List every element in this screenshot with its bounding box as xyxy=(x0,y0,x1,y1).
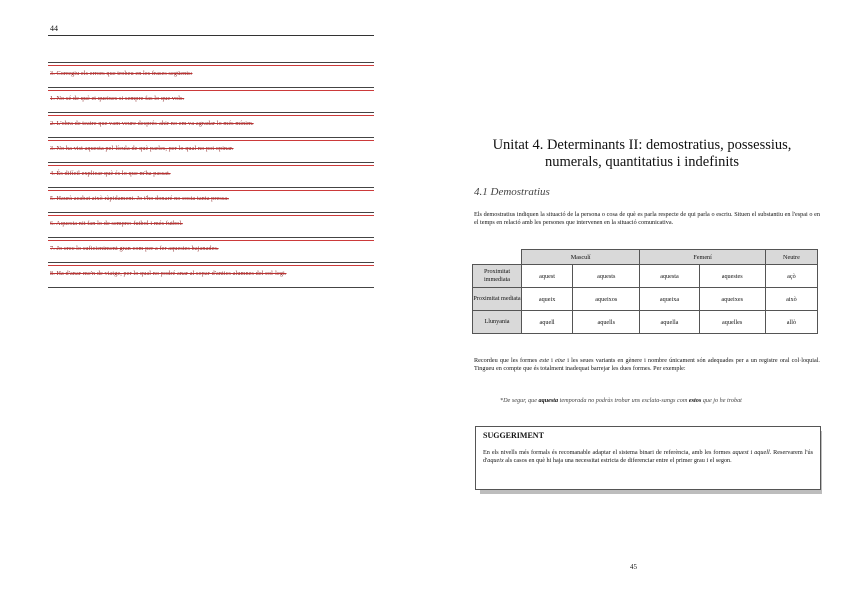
table-row xyxy=(473,265,818,288)
exercise-text: 4. És difícil explicar què és lo que m'ha passat. xyxy=(50,170,171,177)
example-text: temporada no podràs trobar uns esclata-sangs com xyxy=(558,397,689,404)
example-text: *De segur, que xyxy=(500,397,539,404)
exercise-item xyxy=(48,262,374,287)
writing-line xyxy=(48,62,374,63)
writing-line xyxy=(48,262,374,263)
writing-line xyxy=(48,162,374,163)
writing-line-red xyxy=(48,165,374,166)
exercise-text: 1. No sé de què et queixes si sempre fas lo que vols. xyxy=(50,95,185,102)
exercise-item xyxy=(48,212,374,237)
suggestion-part: . Reservarem l'ús d' xyxy=(483,449,813,465)
exercise-text: 3. No ha vist aquesta pel·lícula de què parles, per lo qual no pot opinar. xyxy=(50,145,234,152)
table-row xyxy=(473,311,818,334)
table-cell: aquell xyxy=(522,311,573,334)
writing-line xyxy=(48,112,374,113)
exercise-text: 3. Corregiu els errors que trobeu en les frases següents: xyxy=(50,70,193,77)
exercise-text: 7. Jo crec lo suficientment gran com per a fer aquestes bajanades. xyxy=(50,245,219,252)
exercise-item xyxy=(48,112,374,137)
page-number-right: 45 xyxy=(630,563,637,571)
writing-line-red xyxy=(48,115,374,116)
exercise-text: 2. L'obra de teatre que vam veure després-ahir no em va agradar lo més mínim. xyxy=(50,120,254,127)
writing-line xyxy=(48,237,374,238)
exercise-list xyxy=(48,62,374,291)
suggestion-box xyxy=(475,426,821,490)
table-cell: aquestes xyxy=(699,265,765,288)
table-cell: aquests xyxy=(573,265,640,288)
table-cell: aquells xyxy=(573,311,640,334)
suggestion-em: aquest xyxy=(732,449,749,456)
writing-line xyxy=(48,137,374,138)
suggestion-text xyxy=(483,449,813,465)
note-text: i xyxy=(549,357,556,364)
suggestion-part: i xyxy=(748,449,755,456)
table-cell: aquella xyxy=(640,311,699,334)
example-bold: estos xyxy=(688,397,702,404)
table-row xyxy=(473,288,818,311)
header-rule xyxy=(48,35,374,36)
suggestion-title: SUGGERIMENT xyxy=(483,431,544,440)
writing-line-red xyxy=(48,65,374,66)
exercise-item xyxy=(48,187,374,212)
demonstratives-table xyxy=(472,249,818,334)
writing-line-red xyxy=(48,190,374,191)
right-page xyxy=(424,0,848,599)
note-paragraph xyxy=(474,357,820,373)
table-cell: això xyxy=(765,288,817,311)
writing-line xyxy=(48,287,374,288)
exercise-text: 6. Aquesta nit fan lo de sempre: futbol i més futbol. xyxy=(50,220,183,227)
table-cell: aqueixes xyxy=(699,288,765,311)
note-em: eixe xyxy=(555,357,566,364)
section-heading: 4.1 Demostratius xyxy=(474,186,550,198)
writing-line-red xyxy=(48,265,374,266)
exercise-list-end xyxy=(48,287,374,291)
suggestion-part: als casos en què hi haja una necessitat estricta de diferenciar entre el primer grau i el segon. xyxy=(503,457,732,465)
table-cell: aquesta xyxy=(640,265,699,288)
table-cell: aqueixos xyxy=(573,288,640,311)
writing-line xyxy=(48,212,374,213)
col-header-neuter: Neutre xyxy=(765,250,817,265)
example-bold: aquesta xyxy=(538,397,559,404)
table-corner xyxy=(473,250,522,265)
table-cell: aquest xyxy=(522,265,573,288)
example-text: que jo he trobat xyxy=(701,397,742,404)
intro-paragraph: Els demostratius indiquen la situació de la persona o cosa de què es parla respecte de qui parla o escriu. Situen el substantiu en l'espai o en el temps en relació amb les persones que intervenen en la situació comunicativa. xyxy=(474,211,820,227)
row-header: Proximitat immediata xyxy=(473,265,522,288)
suggestion-em: aqueix xyxy=(487,457,504,465)
writing-line-red xyxy=(48,90,374,91)
writing-line xyxy=(48,87,374,88)
exercise-text: 8. Ha d'anar-me'n de viatge, per lo qual no podré anar al sopar d'antics alumnes del col·legi. xyxy=(50,270,287,277)
note-em: este xyxy=(539,357,550,364)
table-cell: açò xyxy=(765,265,817,288)
exercise-item xyxy=(48,162,374,187)
note-text: i les seues variants en gènere i nombre únicament són adequades per a un registre oral col·loquial. Tingueu en compte que és totalment inadequat barrejar les dues formes. Per exemple: xyxy=(474,357,820,373)
note-text: Recordeu que les formes xyxy=(474,357,540,364)
col-header-feminine: Femení xyxy=(640,250,765,265)
table-cell: aqueix xyxy=(522,288,573,311)
writing-line-red xyxy=(48,140,374,141)
writing-line xyxy=(48,187,374,188)
example-sentence xyxy=(500,397,800,406)
exercise-text: 5. Haurà acabat això ràpidament. Jo t'ho donaré no costa tanta pressa. xyxy=(50,195,229,202)
table-cell: aquelles xyxy=(699,311,765,334)
writing-line-red xyxy=(48,240,374,241)
table-cell: aqueixa xyxy=(640,288,699,311)
exercise-item xyxy=(48,237,374,262)
row-header: Llunyania xyxy=(473,311,522,334)
page-number-left: 44 xyxy=(50,24,58,33)
exercise-item xyxy=(48,62,374,87)
writing-line-red xyxy=(48,215,374,216)
row-header: Proximitat mediata xyxy=(473,288,522,311)
suggestion-em: aquell xyxy=(754,449,770,456)
exercise-item xyxy=(48,137,374,162)
suggestion-part: En els nivells més formals és recomanable adaptar el sistema binari de referència, amb les formes xyxy=(483,449,733,456)
col-header-masculine: Masculí xyxy=(522,250,640,265)
table-cell: allò xyxy=(765,311,817,334)
exercise-item xyxy=(48,87,374,112)
unit-title: Unitat 4. Determinants II: demostratius, possessius, numerals, quantitatius i indefinits xyxy=(492,137,792,170)
